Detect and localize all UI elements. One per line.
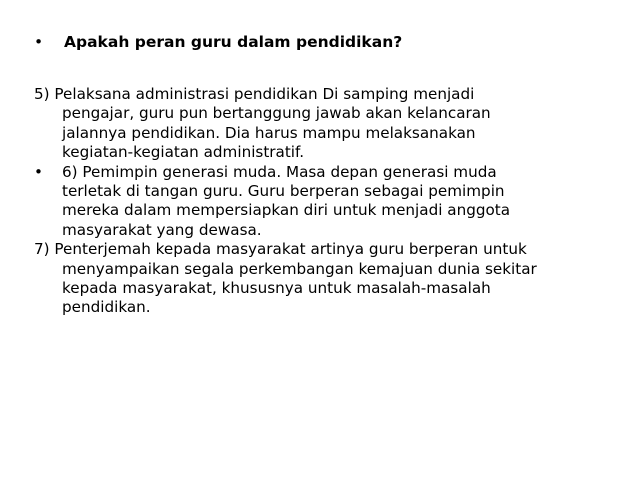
- paragraph-line: pengajar, guru pun bertanggung jawab akan kelancaran: [62, 104, 491, 123]
- paragraph-line: mereka dalam mempersiapkan diri untuk menjadi anggota: [62, 201, 511, 220]
- paragraph-line: pendidikan.: [62, 298, 151, 317]
- paragraph-line: 6) Pemimpin generasi muda. Masa depan generasi muda: [62, 162, 497, 181]
- paragraph-line: menyampaikan segala perkembangan kemajuan dunia sekitar: [62, 259, 537, 278]
- paragraph-line: kepada masyarakat, khususnya untuk masalah-masalah: [62, 279, 491, 298]
- paragraph-5: [34, 85, 624, 163]
- paragraph-line: jalannya pendidikan. Dia harus mampu melaksanakan: [62, 123, 476, 142]
- paragraph-6: [34, 163, 624, 241]
- paragraph-line: masyarakat yang dewasa.: [62, 220, 262, 239]
- paragraph-line: terletak di tangan guru. Guru berperan sebagai pemimpin: [62, 182, 505, 201]
- paragraph-line: kegiatan-kegiatan administratif.: [62, 143, 305, 162]
- bullet-icon: •: [34, 162, 43, 181]
- slide-title: Apakah peran guru dalam pendidikan?: [64, 33, 403, 51]
- bullet-icon: •: [34, 33, 44, 51]
- paragraph-line: 7) Penterjemah kepada masyarakat artinya guru berperan untuk: [34, 240, 527, 259]
- paragraph-7: [34, 240, 624, 318]
- paragraph-line: 5) Pelaksana administrasi pendidikan Di samping menjadi: [34, 85, 475, 103]
- slide-body: [34, 85, 624, 318]
